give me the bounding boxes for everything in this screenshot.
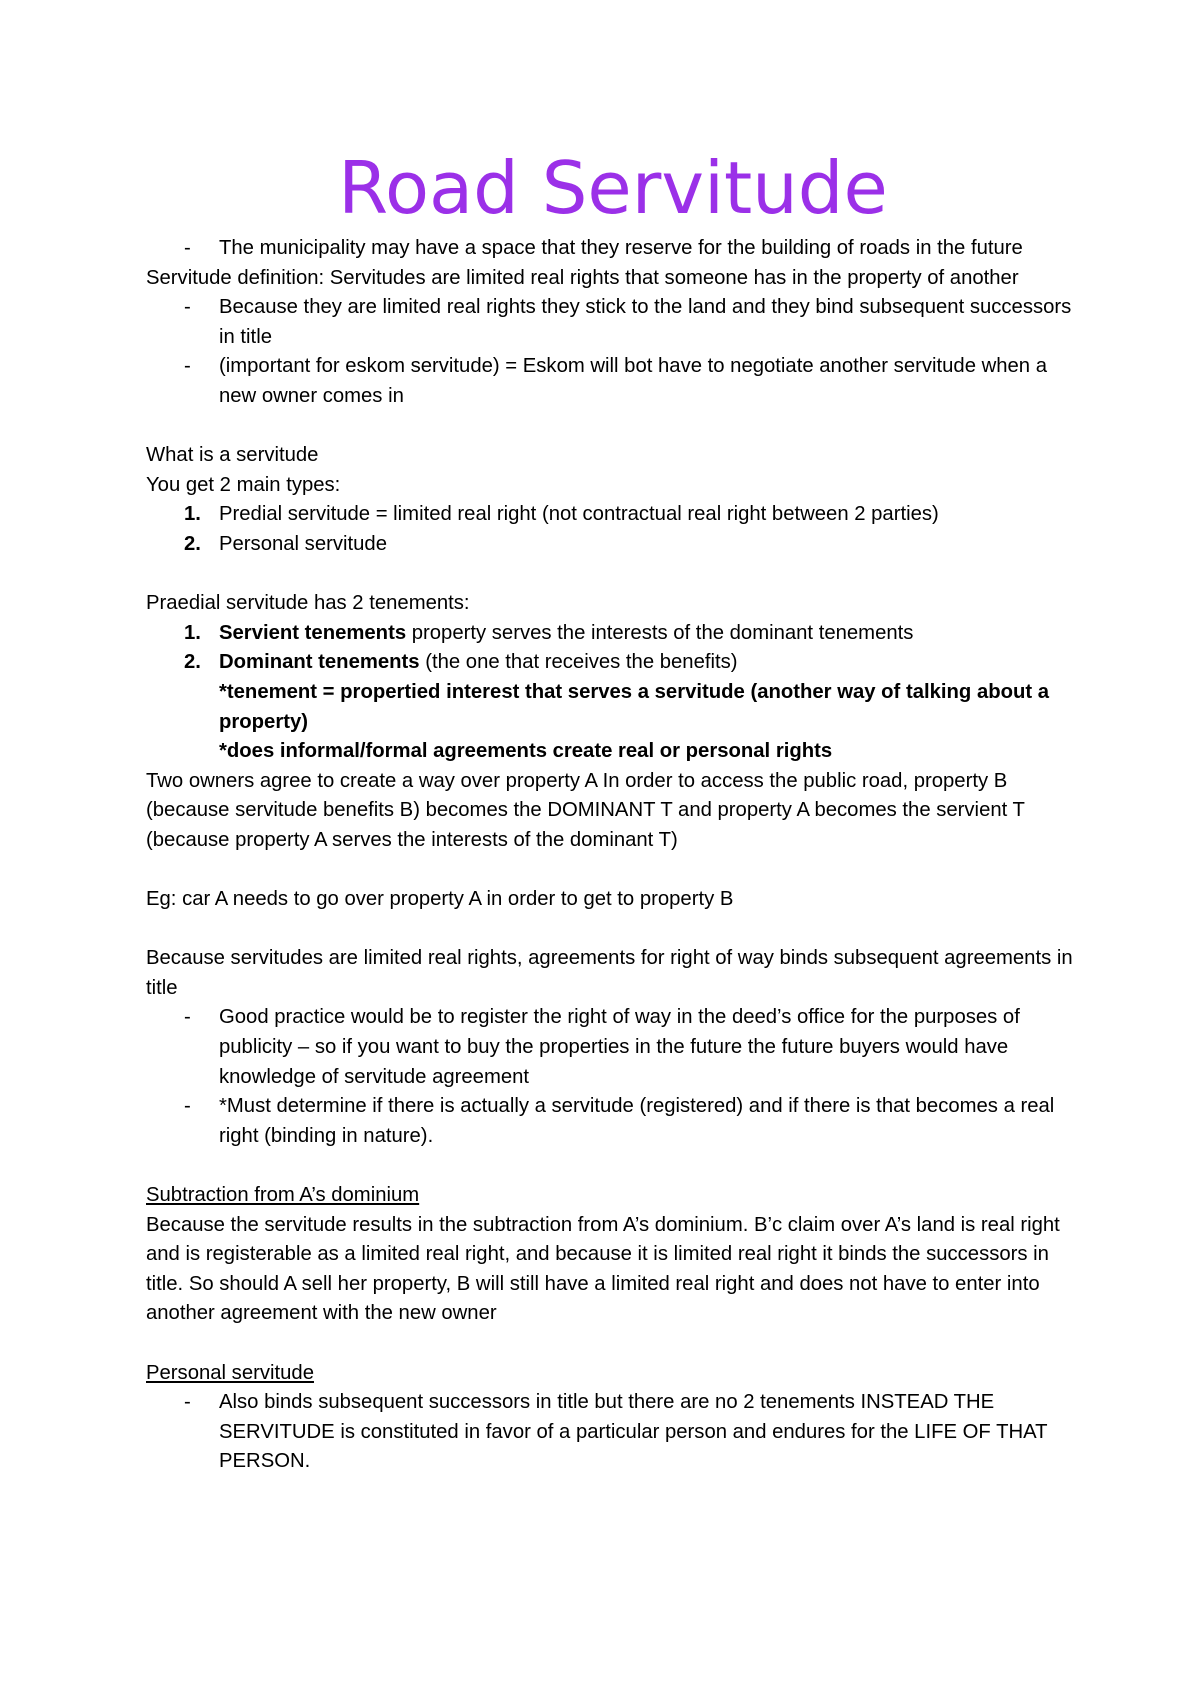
paragraph [146, 1181, 1080, 1211]
paragraph [146, 885, 1080, 915]
text-run: Good practice would be to register the right of way in the deed’s office for the purposes of publicity – so if you want to buy the properties in the future the future buyers would have knowledge of servitude agreement [219, 1006, 1020, 1088]
paragraph [146, 767, 1080, 856]
text-run: Predial servitude = limited real right (not contractual real right between 2 parties) [219, 503, 939, 526]
blank-line [146, 915, 1080, 945]
paragraph [146, 589, 1080, 619]
paragraph [146, 441, 1080, 471]
blank-line [146, 1151, 1080, 1181]
text-run: Praedial servitude has 2 tenements: [146, 592, 470, 615]
paragraph [146, 264, 1080, 294]
text-run: Two owners agree to create a way over property A In order to access the public road, property B (because servitude benefits B) becomes the DOMINANT T and property A becomes the servient T (because property A serves the interests of the dominant T) [146, 769, 1025, 851]
text-run: property serves the interests of the dominant tenements [406, 621, 914, 644]
numbered-item [146, 619, 1080, 649]
text-run: You get 2 main types: [146, 473, 341, 496]
text-run: (important for eskom servitude) = Eskom will bot have to negotiate another servitude when a new owner comes in [219, 355, 1048, 407]
text-run: What is a servitude [146, 444, 319, 467]
bullet-marker: - [184, 355, 191, 378]
bullet-item [146, 234, 1080, 264]
list-number: 1. [184, 503, 201, 526]
paragraph [146, 1211, 1080, 1329]
text-run: (the one that receives the benefits) [419, 651, 738, 674]
bullet-marker: - [184, 1391, 191, 1414]
bullet-marker: - [184, 1095, 191, 1118]
text-run: The municipality may have a space that they reserve for the building of roads in the future [219, 237, 1023, 259]
list-number: 2. [184, 651, 201, 674]
text-run: Because the servitude results in the subtraction from A’s dominium. B’c claim over A’s land is real right and is registerable as a limited real right, and because it is limited real right it binds the successors in title. So should A sell her property, B will still have a limited real right and does not have to enter into another agreement with the new owner [146, 1213, 1060, 1325]
blank-line [146, 412, 1080, 442]
bold-text: *does informal/formal agreements create real or personal rights [219, 740, 833, 763]
text-run: Because they are limited real rights they stick to the land and they bind subsequent successors in title [219, 296, 1072, 348]
bullet-marker: - [184, 296, 191, 319]
text-run: *Must determine if there is actually a servitude (registered) and if there is that becomes a real right (binding in nature). [219, 1095, 1055, 1147]
numbered-item [146, 530, 1080, 560]
underlined-heading: Subtraction from A’s dominium [146, 1184, 420, 1206]
bullet-item [146, 1092, 1080, 1151]
numbered-item [146, 500, 1080, 530]
paragraph [146, 471, 1080, 501]
blank-line [146, 1329, 1080, 1359]
numbered-item [146, 648, 1080, 678]
blank-line [146, 560, 1080, 590]
text-run: Servitude definition: Servitudes are limited real rights that someone has in the property of another [146, 266, 1019, 289]
bullet-marker: - [184, 237, 191, 259]
bold-text: Dominant tenements [219, 651, 420, 674]
paragraph [146, 944, 1080, 1003]
blank-line [146, 855, 1080, 885]
bullet-item [146, 1388, 1080, 1477]
bold-text: Servient tenements [219, 621, 407, 644]
text-run: Personal servitude [219, 532, 387, 555]
text-run: Eg: car A needs to go over property A in order to get to property B [146, 888, 734, 911]
bullet-item [146, 293, 1080, 352]
document-body [146, 234, 1080, 1477]
bullet-item [146, 1003, 1080, 1092]
bullet-item [146, 352, 1080, 411]
page-title: Road Servitude [338, 146, 888, 230]
bullet-marker: - [184, 1006, 191, 1029]
text-run: Also binds subsequent successors in title but there are no 2 tenements INSTEAD THE SERVITUDE is constituted in favor of a particular person and endures for the LIFE OF THAT PERSON. [219, 1391, 1048, 1473]
list-continuation [146, 678, 1080, 737]
list-continuation [146, 737, 1080, 767]
list-number: 1. [184, 621, 201, 644]
list-number: 2. [184, 532, 201, 555]
underlined-heading: Personal servitude [146, 1361, 314, 1384]
paragraph [146, 1359, 1080, 1389]
bold-text: *tenement = propertied interest that serves a servitude (another way of talking about a property) [219, 680, 1050, 733]
text-run: Because servitudes are limited real rights, agreements for right of way binds subsequent agreements in title [146, 947, 1073, 999]
